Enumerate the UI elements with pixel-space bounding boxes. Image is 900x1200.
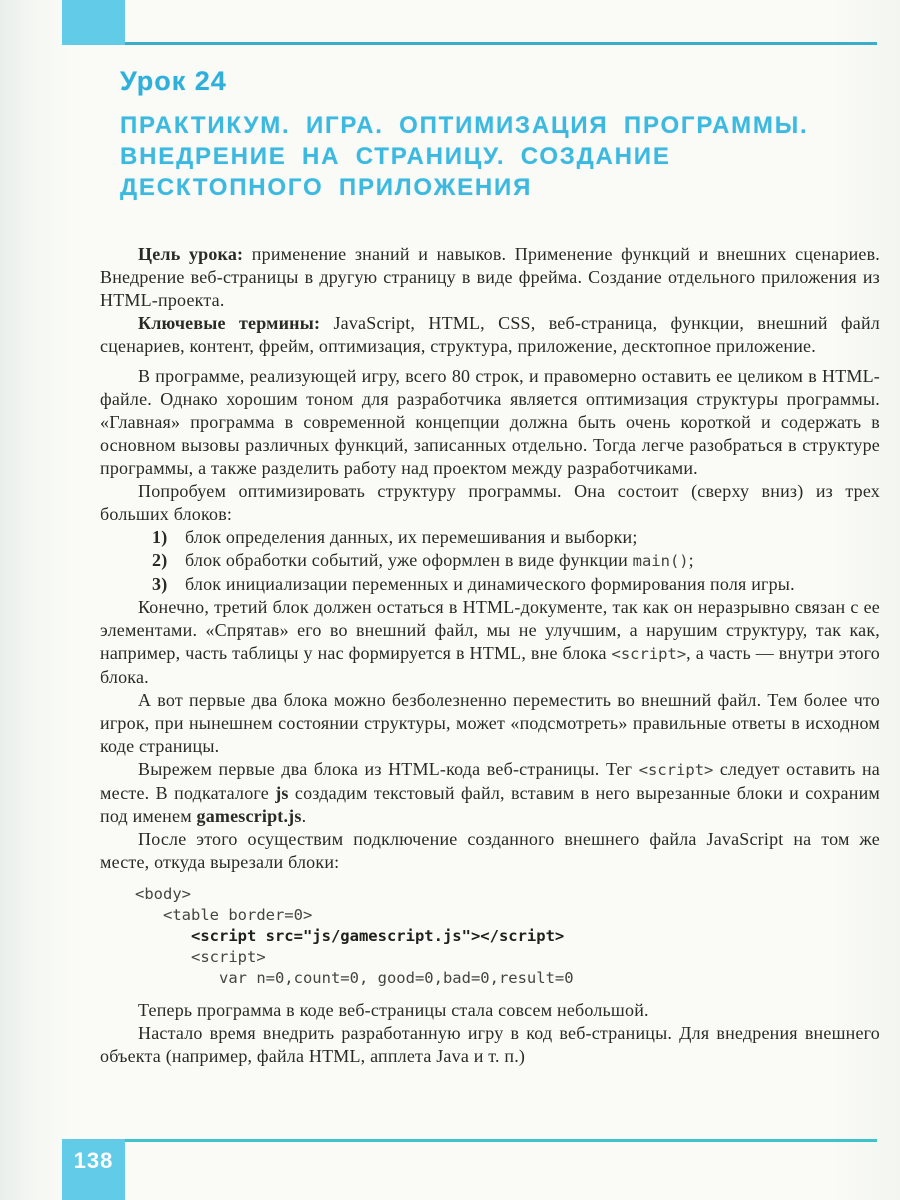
code-line: <script>	[135, 948, 266, 966]
text-segment: блок обработки событий, уже оформлен в виде функции	[185, 550, 633, 570]
text-segment: JavaScript, HTML, CSS, веб-страница, функции, внешний файл сценариев, контент, фрейм, оптимизация, структура, приложение, десктопное приложение.	[100, 313, 880, 356]
paragraph	[100, 596, 880, 689]
text-segment: , а часть — внутри этого блока.	[100, 643, 880, 687]
body-text	[100, 243, 880, 1068]
page-number: 138	[62, 1139, 125, 1200]
paragraph	[100, 1022, 880, 1068]
paragraph	[100, 689, 880, 758]
paragraph	[100, 365, 880, 480]
list-item	[100, 573, 880, 596]
lesson-number: Урок 24	[120, 66, 227, 96]
inline-code: <script>	[611, 645, 687, 663]
list-item	[100, 526, 880, 549]
paragraph	[100, 828, 880, 874]
inline-code: <script>	[638, 761, 714, 779]
code-line: var n=0,count=0, good=0,bad=0,result=0	[135, 969, 574, 987]
inline-code: main()	[632, 552, 689, 570]
paragraph	[100, 312, 880, 358]
list-marker: 2)	[152, 550, 168, 570]
text-segment: А вот первые два блока можно безболезненно переместить во внешний файл. Тем более что игрок, при нынешнем состоянии структуры, может «подсмотреть» правильные ответы в исходном коде страницы.	[100, 690, 880, 756]
paragraph	[100, 758, 880, 828]
corner-accent-block	[62, 0, 125, 45]
text-segment: gamescript.js	[196, 806, 302, 826]
lesson-title-line: ВНЕДРЕНИЕ НА СТРАНИЦУ. СОЗДАНИЕ	[120, 143, 671, 170]
paragraph	[100, 480, 880, 526]
text-segment: применение знаний и навыков. Применение функций и внешних сценариев. Внедрение веб-страницы в другую страницу в виде фрейма. Создание отдельного приложения из HTML-проекта.	[100, 244, 880, 310]
paragraph	[100, 243, 880, 312]
code-line: <script src="js/gamescript.js"></script>	[135, 927, 565, 945]
text-segment: После этого осуществим подключение созданного внешнего файла JavaScript на том же месте, откуда вырезали блоки:	[100, 829, 880, 872]
text-segment: блок определения данных, их перемешивания и выборки;	[185, 527, 638, 547]
text-segment: Ключевые термины:	[138, 313, 321, 333]
code-line: <body>	[135, 885, 191, 903]
code-block	[135, 884, 880, 989]
text-segment: следует оставить на месте. В подкаталоге	[100, 759, 880, 803]
text-segment: Конечно, третий блок должен остаться в HTML-документе, так как он неразрывно связан с ее элементами. «Спрятав» его во внешний файл, мы не улучшим, а нарушим структуру, так как, например, часть таблицы у нас формируется в HTML, вне блока	[100, 597, 880, 663]
text-segment: ;	[688, 550, 694, 570]
text-segment: В программе, реализующей игру, всего 80 строк, и правомерно оставить ее целиком в HTML-файле. Однако хорошим тоном для разработчика является оптимизация структуры программы. «Главная» программа в современной концепции должна быть очень короткой и содержать в основном вызовы различных функций, записанных отдельно. Тогда легче разобраться в структуре программы, а также разделить работу над проектом между разработчиками.	[100, 366, 880, 478]
top-divider-rule	[125, 42, 877, 45]
text-segment: .	[301, 806, 307, 826]
text-segment: Вырежем первые два блока из HTML-кода веб-страницы. Тег	[138, 759, 639, 779]
bottom-divider-rule	[125, 1139, 877, 1142]
page-content	[100, 66, 880, 1068]
lesson-title	[120, 110, 880, 203]
text-segment: Попробуем оптимизировать структуру программы. Она состоит (сверху вниз) из трех больших блоков:	[100, 481, 880, 524]
text-segment: Настало время внедрить разработанную игру в код веб-страницы. Для внедрения внешнего объекта (например, файла HTML, апплета Java и т. п.)	[100, 1023, 880, 1066]
list-marker: 1)	[152, 527, 168, 547]
list-item	[100, 549, 880, 573]
lesson-title-line: ДЕСКТОПНОГО ПРИЛОЖЕНИЯ	[120, 174, 533, 201]
text-segment: js	[275, 783, 289, 803]
text-segment: Теперь программа в коде веб-страницы стала совсем небольшой.	[138, 1000, 649, 1020]
code-line: <table border=0>	[135, 906, 313, 924]
paragraph	[100, 999, 880, 1022]
lesson-title-line: ПРАКТИКУМ. ИГРА. ОПТИМИЗАЦИЯ ПРОГРАММЫ.	[120, 112, 809, 139]
text-segment: создадим текстовый файл, вставим в него вырезанные блоки и сохраним под именем	[100, 783, 880, 826]
list-marker: 3)	[152, 574, 168, 594]
text-segment: Цель урока:	[138, 244, 244, 264]
text-segment: блок инициализации переменных и динамического формирования поля игры.	[185, 574, 795, 594]
